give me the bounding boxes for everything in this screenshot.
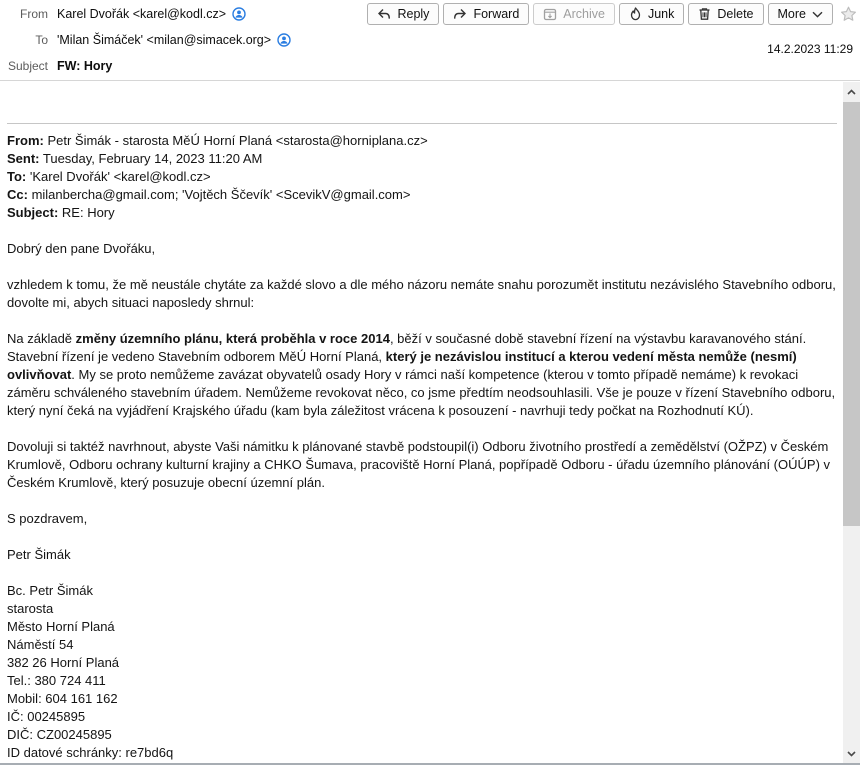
to-row: [0, 27, 860, 53]
button-label: Delete: [717, 7, 754, 21]
signature-line: Bc. Petr Šimák: [7, 583, 93, 598]
button-label: Archive: [563, 7, 605, 21]
body-paragraph: [7, 510, 837, 528]
quoted-header-label: From:: [7, 133, 44, 148]
to-label: To: [35, 33, 48, 47]
signature-line: 382 26 Horní Planá: [7, 655, 120, 670]
to-value[interactable]: [57, 33, 291, 47]
quoted-header-line: [7, 186, 837, 204]
button-label: Reply: [397, 7, 430, 21]
subject-row: [0, 53, 860, 79]
message-content: [0, 82, 843, 763]
more-button[interactable]: [768, 3, 833, 25]
signature-line: IČ: 00245895: [7, 709, 86, 724]
text-run: Na základě: [7, 331, 76, 346]
signature-line: ID datové schránky: re7bd6q: [7, 745, 174, 760]
forward-arrow-icon: [453, 8, 467, 21]
quoted-headers: [7, 132, 837, 222]
quoted-header-line: [7, 168, 837, 186]
archive-button: [533, 3, 615, 25]
button-label: Junk: [647, 7, 675, 21]
message-header-pane: [0, 0, 860, 81]
body-paragraph: [7, 330, 837, 420]
text-run: Dobrý den pane Dvořáku,: [7, 241, 156, 256]
message-toolbar: [367, 3, 857, 25]
forward-button[interactable]: [443, 3, 529, 25]
message-body-pane: [0, 82, 860, 763]
vertical-scrollbar[interactable]: [843, 82, 860, 763]
signature-line: Náměstí 54: [7, 637, 74, 652]
quoted-header-label: Subject:: [7, 205, 59, 220]
body-paragraph: [7, 240, 837, 258]
signature-line: DIČ: CZ00245895: [7, 727, 112, 742]
signature-line: Mobil: 604 161 162: [7, 691, 118, 706]
text-run: Dovoluji si taktéž navrhnout, abyste Vaši námitku k plánované stavbě podstoupil(i) Odboru životního prostředí a zemědělství (OŽPZ) v Českém Krumlově, Odboru ochrany kulturní krajiny a CHKO Šumava, pracoviště Horní Planá, popřípadě Odboru - úřadu územního plánování (OÚÚP) v Českém Krumlově, který posuzuje obecní územní plán.: [7, 439, 831, 490]
quoted-header-value: milanbercha@gmail.com; 'Vojtěch Ščevík' <ScevikV@gmail.com>: [27, 187, 411, 202]
text-run: Petr Šimák: [7, 547, 71, 562]
reply-button[interactable]: [367, 3, 439, 25]
quoted-header-line: [7, 204, 837, 222]
scroll-up-arrow-icon[interactable]: [843, 83, 860, 100]
to-address[interactable]: 'Milan Šimáček' <milan@simacek.org>: [57, 33, 272, 47]
body-paragraph: [7, 438, 837, 492]
button-label: More: [777, 7, 806, 21]
archive-box-icon: [543, 8, 557, 21]
trash-icon: [698, 7, 711, 21]
text-run: vzhledem k tomu, že mě neustále chytáte za každé slovo a dle mého názoru nemáte snahu porozumět institutu nezávislého Stavebního odboru, dovolte mi, abych situaci naposledy shrnul:: [7, 277, 836, 310]
quoted-header-value: Tuesday, February 14, 2023 11:20 AM: [39, 151, 263, 166]
quoted-header-value: 'Karel Dvořák' <karel@kodl.cz>: [26, 169, 211, 184]
contact-person-icon[interactable]: [232, 7, 246, 21]
button-label: Forward: [473, 7, 520, 21]
star-icon[interactable]: [840, 6, 857, 22]
signature-line: starosta: [7, 601, 54, 616]
message-paragraphs: [7, 240, 837, 762]
reply-arrow-icon: [377, 8, 391, 21]
quoted-header-label: To:: [7, 169, 27, 184]
bold-text-run: změny územního plánu, která proběhla v roce 2014: [75, 331, 390, 346]
quoted-header-value: RE: Hory: [58, 205, 115, 220]
chevron-down-icon: [812, 11, 823, 18]
text-run: . My se proto nemůžeme zavázat obyvatelů osady Hory v rámci naší kompetence (kterou v tomto případě nemáme) k revokaci záměru schváleného stavebním úřadem. Nemůžeme revokovat něco, co jsme předtím neodsouhlasili. Vše je pouze v řízení Stavebního odboru, který nyní čeká na vyjádření Krajského úřadu (kam byla záležitost vrácena k posouzení - navrhuji tedy počkat na Rozhodnutí KÚ).: [7, 367, 836, 418]
quoted-header-line: [7, 150, 837, 168]
from-address[interactable]: Karel Dvořák <karel@kodl.cz>: [57, 7, 227, 21]
scroll-down-arrow-icon[interactable]: [843, 745, 860, 762]
subject-value: FW: Hory: [57, 59, 113, 73]
text-run: , běží v současné době stavební řízení na výstavbu karavanového stání. Stavební řízení je vedeno Stavebním odborem MěÚ Horní Planá,: [7, 331, 807, 364]
delete-button[interactable]: [688, 3, 763, 25]
junk-button[interactable]: [619, 3, 684, 25]
signature-line: Tel.: 380 724 411: [7, 673, 106, 688]
flame-icon: [629, 7, 642, 21]
subject-label: Subject: [7, 59, 48, 73]
quoted-header-label: Cc:: [7, 187, 28, 202]
body-paragraph: [7, 276, 837, 312]
body-paragraph: [7, 546, 837, 564]
bold-text-run: který je nezávislou institucí a kterou vedení města nemůže (nesmí) ovlivňovat: [7, 349, 797, 382]
scrollbar-thumb[interactable]: [843, 102, 860, 526]
from-label: From: [20, 7, 48, 21]
contact-person-icon[interactable]: [277, 33, 291, 47]
text-run: S pozdravem,: [7, 511, 88, 526]
quoted-header-label: Sent:: [7, 151, 40, 166]
quoted-header-line: [7, 132, 837, 150]
signature-line: Město Horní Planá: [7, 619, 115, 634]
quoted-message-divider: [7, 123, 837, 124]
from-value[interactable]: [57, 7, 246, 21]
message-date: 14.2.2023 11:29: [767, 42, 853, 56]
quoted-header-value: Petr Šimák - starosta MěÚ Horní Planá <starosta@horniplana.cz>: [43, 133, 428, 148]
signature-block: [7, 582, 837, 762]
